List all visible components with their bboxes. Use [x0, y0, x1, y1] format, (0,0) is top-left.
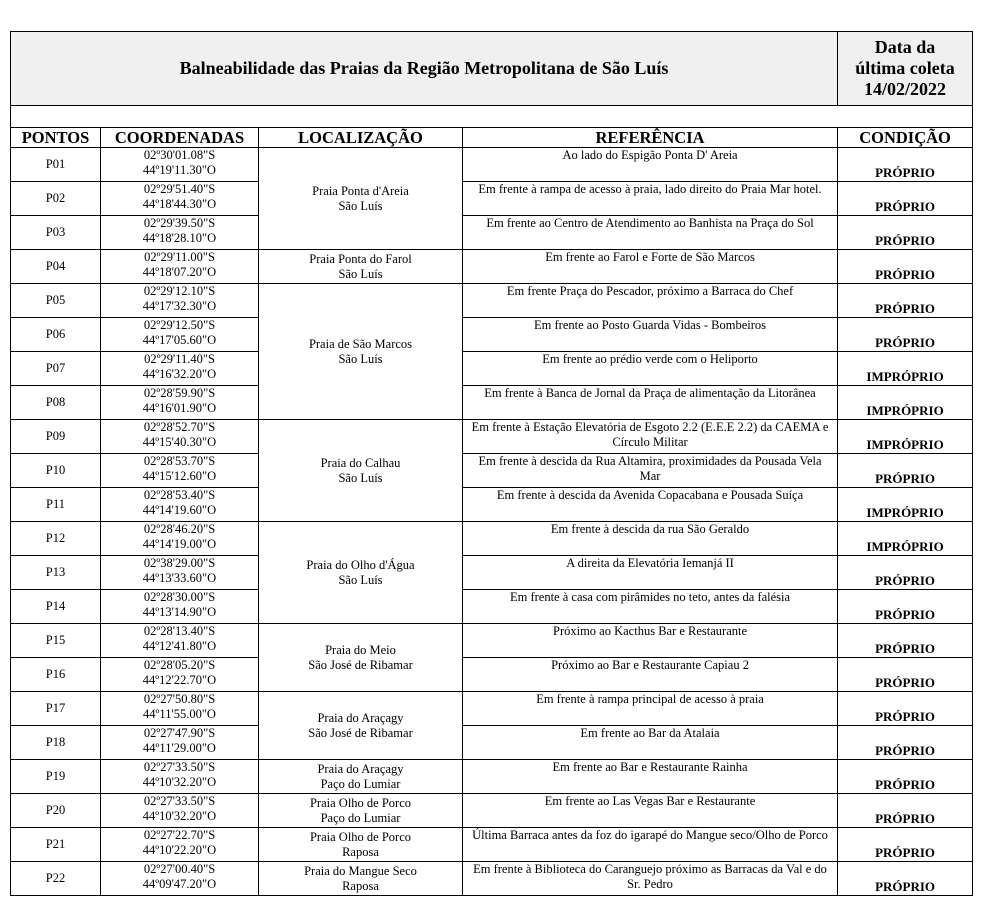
condition-status: PRÓPRIO	[838, 726, 973, 760]
location-cell	[259, 522, 463, 624]
latitude: 02º28'30.00"S	[143, 590, 216, 604]
coordinates-cell	[101, 284, 259, 318]
longitude: 44º16'32.20"O	[142, 366, 217, 381]
latitude: 02º28'59.90"S	[143, 386, 216, 400]
longitude: 44º13'33.60"O	[142, 570, 217, 585]
latitude: 02º27'22.70"S	[143, 828, 216, 842]
longitude: 44º16'01.90"O	[142, 400, 217, 415]
reference-cell: Em frente à descida da Rua Altamira, proximidades da Pousada Vela Mar	[463, 454, 838, 488]
latitude: 02º27'33.50"S	[143, 760, 216, 774]
table-row	[11, 726, 973, 760]
point-id: P14	[11, 590, 101, 624]
reference-cell: Em frente à Biblioteca do Caranguejo próximo as Barracas da Val e do Sr. Pedro	[463, 862, 838, 896]
coordinates-cell	[101, 862, 259, 896]
condition-status: PRÓPRIO	[838, 590, 973, 624]
coordinates-cell	[101, 420, 259, 454]
reference-cell: Em frente à casa com pirâmides no teto, antes da falésia	[463, 590, 838, 624]
header-row	[11, 32, 973, 106]
city-name: São Luís	[338, 266, 383, 281]
latitude: 02º38'29.00"S	[143, 556, 216, 570]
longitude: 44º14'19.60"O	[142, 502, 217, 517]
city-name: Paço do Lumiar	[320, 810, 401, 825]
beach-name: Praia do Meio	[325, 643, 396, 657]
coordinates-cell	[101, 148, 259, 182]
condition-status: PRÓPRIO	[838, 862, 973, 896]
coordinates-cell	[101, 352, 259, 386]
latitude: 02º27'00.40"S	[143, 862, 216, 876]
condition-status: PRÓPRIO	[838, 182, 973, 216]
table-row	[11, 420, 973, 454]
longitude: 44º13'14.90"O	[142, 604, 217, 619]
condition-status: IMPRÓPRIO	[838, 522, 973, 556]
condition-status: PRÓPRIO	[838, 556, 973, 590]
city-name: Paço do Lumiar	[320, 776, 401, 791]
reference-cell: Em frente à Estação Elevatória de Esgoto 2.2 (E.E.E 2.2) da CAEMA e Círculo Militar	[463, 420, 838, 454]
point-id: P20	[11, 794, 101, 828]
condition-status: IMPRÓPRIO	[838, 420, 973, 454]
reference-cell: Em frente à rampa de acesso à praia, lado direito do Praia Mar hotel.	[463, 182, 838, 216]
beach-name: Praia Ponta do Farol	[309, 252, 412, 266]
coordinates-cell	[101, 590, 259, 624]
reference-cell: Em frente ao Farol e Forte de São Marcos	[463, 250, 838, 284]
longitude: 44º19'11.30"O	[143, 162, 216, 177]
city-name: São Luís	[338, 198, 383, 213]
latitude: 02º30'01.08"S	[143, 148, 216, 162]
last-collection-label-2: última coleta	[855, 58, 955, 78]
coordinates-cell	[101, 726, 259, 760]
latitude: 02º29'12.10"S	[143, 284, 216, 298]
latitude: 02º28'53.40"S	[143, 488, 216, 502]
table-row	[11, 318, 973, 352]
coordinates-cell	[101, 794, 259, 828]
table-row	[11, 692, 973, 726]
reference-cell: Em frente ao Centro de Atendimento ao Banhista na Praça do Sol	[463, 216, 838, 250]
coordinates-cell	[101, 658, 259, 692]
longitude: 44º15'12.60"O	[142, 468, 217, 483]
location-cell	[259, 828, 463, 862]
longitude: 44º09'47.20"O	[142, 876, 217, 891]
point-id: P09	[11, 420, 101, 454]
reference-cell: A direita da Elevatória Iemanjá II	[463, 556, 838, 590]
coordinates-cell	[101, 828, 259, 862]
point-id: P04	[11, 250, 101, 284]
latitude: 02º27'50.80"S	[143, 692, 216, 706]
location-cell	[259, 250, 463, 284]
longitude: 44º12'41.80"O	[142, 638, 217, 653]
latitude: 02º28'13.40"S	[143, 624, 216, 638]
latitude: 02º28'46.20"S	[143, 522, 216, 536]
longitude: 44º18'28.10"O	[142, 230, 217, 245]
city-name: São José de Ribamar	[308, 725, 413, 740]
reference-cell: Em frente ao Las Vegas Bar e Restaurante	[463, 794, 838, 828]
longitude: 44º17'32.30"O	[142, 298, 217, 313]
point-id: P16	[11, 658, 101, 692]
point-id: P08	[11, 386, 101, 420]
location-cell	[259, 692, 463, 760]
point-id: P18	[11, 726, 101, 760]
longitude: 44º15'40.30"O	[142, 434, 217, 449]
point-id: P06	[11, 318, 101, 352]
point-id: P07	[11, 352, 101, 386]
location-cell	[259, 760, 463, 794]
latitude: 02º27'33.50"S	[143, 794, 216, 808]
condition-status: PRÓPRIO	[838, 454, 973, 488]
reference-cell: Próximo ao Kacthus Bar e Restaurante	[463, 624, 838, 658]
point-id: P22	[11, 862, 101, 896]
point-id: P01	[11, 148, 101, 182]
column-header-coordinates: COORDENADAS	[101, 128, 259, 148]
beach-name: Praia do Olho d'Água	[306, 558, 415, 572]
condition-status: PRÓPRIO	[838, 794, 973, 828]
table-row	[11, 522, 973, 556]
coordinates-cell	[101, 454, 259, 488]
table-row	[11, 556, 973, 590]
location-cell	[259, 862, 463, 896]
reference-cell: Em frente Praça do Pescador, próximo a Barraca do Chef	[463, 284, 838, 318]
condition-status: PRÓPRIO	[838, 760, 973, 794]
table-row	[11, 828, 973, 862]
latitude: 02º28'53.70"S	[143, 454, 216, 468]
longitude: 44º18'07.20"O	[142, 264, 217, 279]
point-id: P19	[11, 760, 101, 794]
city-name: Raposa	[342, 878, 379, 893]
table-row	[11, 760, 973, 794]
condition-status: PRÓPRIO	[838, 624, 973, 658]
coordinates-cell	[101, 624, 259, 658]
table-row	[11, 862, 973, 896]
city-name: Raposa	[342, 844, 379, 859]
latitude: 02º29'51.40"S	[143, 182, 216, 196]
reference-cell: Em frente ao Posto Guarda Vidas - Bombeiros	[463, 318, 838, 352]
beach-name: Praia Ponta d'Areia	[312, 184, 409, 198]
condition-status: PRÓPRIO	[838, 318, 973, 352]
table-row	[11, 182, 973, 216]
point-id: P15	[11, 624, 101, 658]
last-collection-cell	[838, 32, 973, 106]
beach-name: Praia do Calhau	[320, 456, 401, 470]
reference-cell: Última Barraca antes da foz do igarapé do Mangue seco/Olho de Porco	[463, 828, 838, 862]
beach-name: Praia do Araçagy	[317, 762, 404, 776]
city-name: São Luís	[338, 351, 383, 366]
table-row	[11, 658, 973, 692]
reference-cell: Próximo ao Bar e Restaurante Capiau 2	[463, 658, 838, 692]
coordinates-cell	[101, 760, 259, 794]
city-name: São Luís	[338, 572, 383, 587]
table-row	[11, 352, 973, 386]
reference-cell: Em frente à Banca de Jornal da Praça de alimentação da Litorânea	[463, 386, 838, 420]
latitude: 02º29'39.50"S	[143, 216, 216, 230]
location-cell	[259, 420, 463, 522]
condition-status: PRÓPRIO	[838, 828, 973, 862]
coordinates-cell	[101, 250, 259, 284]
point-id: P11	[11, 488, 101, 522]
reference-cell: Em frente à descida da rua São Geraldo	[463, 522, 838, 556]
beach-name: Praia Olho de Porco	[309, 830, 412, 844]
latitude: 02º29'12.50"S	[143, 318, 216, 332]
condition-status: PRÓPRIO	[838, 216, 973, 250]
coordinates-cell	[101, 488, 259, 522]
city-name: São Luís	[338, 470, 383, 485]
table-row	[11, 250, 973, 284]
city-name: São José de Ribamar	[308, 657, 413, 672]
table-row	[11, 454, 973, 488]
condition-status: IMPRÓPRIO	[838, 386, 973, 420]
point-id: P21	[11, 828, 101, 862]
last-collection-label-1: Data da	[874, 37, 936, 57]
coordinates-cell	[101, 318, 259, 352]
longitude: 44º14'19.00"O	[142, 536, 217, 551]
longitude: 44º12'22.70"O	[142, 672, 217, 687]
condition-status: IMPRÓPRIO	[838, 352, 973, 386]
table-row	[11, 284, 973, 318]
longitude: 44º18'44.30"O	[142, 196, 217, 211]
column-header-location: LOCALIZAÇÃO	[259, 128, 463, 148]
location-cell	[259, 148, 463, 250]
location-cell	[259, 284, 463, 420]
point-id: P03	[11, 216, 101, 250]
condition-status: PRÓPRIO	[838, 692, 973, 726]
balneability-table	[10, 31, 973, 896]
reference-cell: Em frente ao prédio verde com o Heliporto	[463, 352, 838, 386]
coordinates-cell	[101, 182, 259, 216]
column-header-points: PONTOS	[11, 128, 101, 148]
reference-cell: Em frente à rampa principal de acesso à praia	[463, 692, 838, 726]
latitude: 02º29'11.00"S	[144, 250, 215, 264]
reference-cell: Ao lado do Espigão Ponta D' Areia	[463, 148, 838, 182]
coordinates-cell	[101, 216, 259, 250]
last-collection-date: 14/02/2022	[864, 79, 947, 99]
column-header-row	[11, 128, 973, 148]
condition-status: PRÓPRIO	[838, 284, 973, 318]
beach-name: Praia de São Marcos	[308, 337, 413, 351]
condition-status: IMPRÓPRIO	[838, 488, 973, 522]
table-row	[11, 216, 973, 250]
table-row	[11, 148, 973, 182]
point-id: P13	[11, 556, 101, 590]
reference-cell: Em frente ao Bar da Atalaia	[463, 726, 838, 760]
column-header-reference: REFERÊNCIA	[463, 128, 838, 148]
point-id: P05	[11, 284, 101, 318]
location-cell	[259, 794, 463, 828]
longitude: 44º10'32.20"O	[142, 808, 217, 823]
column-header-condition: CONDIÇÃO	[838, 128, 973, 148]
point-id: P17	[11, 692, 101, 726]
coordinates-cell	[101, 522, 259, 556]
point-id: P12	[11, 522, 101, 556]
table-row	[11, 488, 973, 522]
condition-status: PRÓPRIO	[838, 250, 973, 284]
table-row	[11, 624, 973, 658]
beach-name: Praia Olho de Porco	[309, 796, 412, 810]
coordinates-cell	[101, 386, 259, 420]
latitude: 02º28'52.70"S	[143, 420, 216, 434]
coordinates-cell	[101, 556, 259, 590]
table-row	[11, 386, 973, 420]
condition-status: PRÓPRIO	[838, 148, 973, 182]
condition-status: PRÓPRIO	[838, 658, 973, 692]
longitude: 44º10'22.20"O	[142, 842, 217, 857]
point-id: P10	[11, 454, 101, 488]
coordinates-cell	[101, 692, 259, 726]
longitude: 44º11'29.00"O	[143, 740, 216, 755]
location-cell	[259, 624, 463, 692]
latitude: 02º29'11.40"S	[144, 352, 215, 366]
longitude: 44º10'32.20"O	[142, 774, 217, 789]
point-id: P02	[11, 182, 101, 216]
beach-name: Praia do Araçagy	[317, 711, 404, 725]
spacer-row	[11, 106, 973, 128]
latitude: 02º27'47.90"S	[143, 726, 216, 740]
balneability-document	[10, 31, 972, 896]
longitude: 44º17'05.60"O	[142, 332, 217, 347]
table-row	[11, 590, 973, 624]
table-row	[11, 794, 973, 828]
latitude: 02º28'05.20"S	[143, 658, 216, 672]
beach-name: Praia do Mangue Seco	[304, 864, 417, 878]
longitude: 44º11'55.00"O	[143, 706, 216, 721]
reference-cell: Em frente ao Bar e Restaurante Rainha	[463, 760, 838, 794]
reference-cell: Em frente à descida da Avenida Copacabana e Pousada Suíça	[463, 488, 838, 522]
document-title: Balneabilidade das Praias da Região Metropolitana de São Luís	[11, 32, 838, 106]
